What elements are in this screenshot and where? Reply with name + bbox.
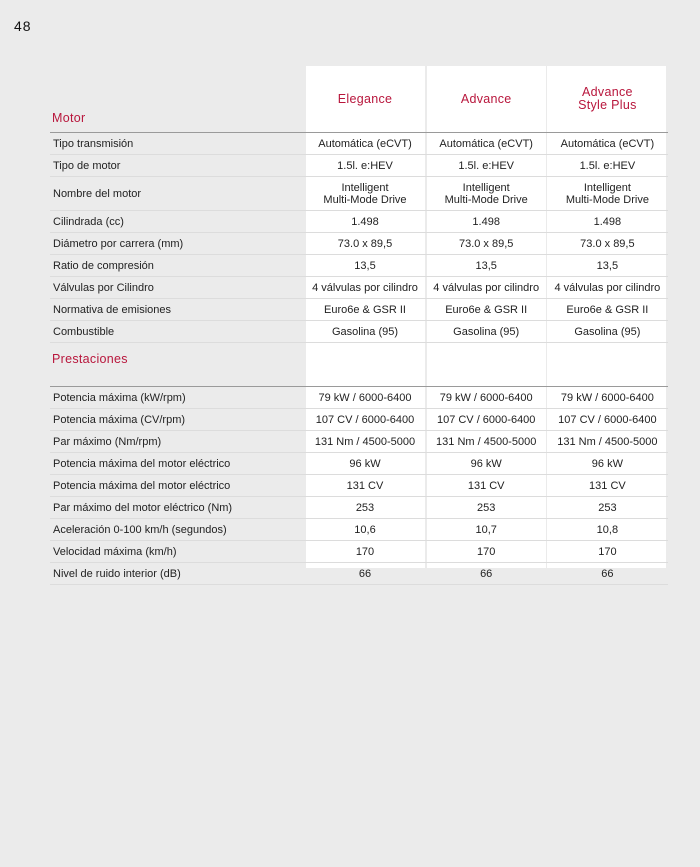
- spec-value: Euro6e & GSR II: [426, 299, 547, 321]
- spec-row: [50, 453, 668, 475]
- empty-cell: [547, 343, 668, 387]
- spec-label: Par máximo (Nm/rpm): [50, 431, 304, 453]
- spec-label: Normativa de emisiones: [50, 299, 304, 321]
- page-number: 48: [14, 18, 32, 34]
- spec-value: 10,7: [426, 519, 547, 541]
- spec-value: Euro6e & GSR II: [304, 299, 425, 321]
- spec-row: [50, 299, 668, 321]
- spec-value: 131 CV: [547, 475, 668, 497]
- spec-row: [50, 133, 668, 155]
- spec-value: 13,5: [547, 255, 668, 277]
- section-title: Motor: [50, 66, 304, 133]
- spec-label: Tipo transmisión: [50, 133, 304, 155]
- spec-value: 253: [547, 497, 668, 519]
- spec-value: 13,5: [304, 255, 425, 277]
- model-name-line: Advance: [582, 85, 633, 99]
- spec-table-body: [50, 133, 668, 585]
- spec-label: Velocidad máxima (km/h): [50, 541, 304, 563]
- spec-value: 4 válvulas por cilindro: [547, 277, 668, 299]
- spec-label: Diámetro por carrera (mm): [50, 233, 304, 255]
- spec-value: 131 CV: [426, 475, 547, 497]
- spec-value: 66: [426, 563, 547, 585]
- spec-label: Cilindrada (cc): [50, 211, 304, 233]
- spec-value: 96 kW: [426, 453, 547, 475]
- model-name: Advance: [460, 91, 512, 106]
- spec-value: 1.498: [426, 211, 547, 233]
- spec-value: 170: [304, 541, 425, 563]
- spec-row: [50, 211, 668, 233]
- empty-cell: [426, 343, 547, 387]
- spec-value: Gasolina (95): [426, 321, 547, 343]
- spec-table: [50, 66, 668, 585]
- spec-value: Gasolina (95): [304, 321, 425, 343]
- spec-value: Automática (eCVT): [304, 133, 425, 155]
- spec-value: 253: [304, 497, 425, 519]
- spec-label: Válvulas por Cilindro: [50, 277, 304, 299]
- spec-value: Automática (eCVT): [547, 133, 668, 155]
- spec-label: Combustible: [50, 321, 304, 343]
- empty-cell: [304, 343, 425, 387]
- spec-value: 1.5l. e:HEV: [426, 155, 547, 177]
- spec-value: 1.5l. e:HEV: [304, 155, 425, 177]
- section-title: Prestaciones: [50, 343, 304, 387]
- spec-value: 10,8: [547, 519, 668, 541]
- spec-value: 13,5: [426, 255, 547, 277]
- spec-value: 4 válvulas por cilindro: [426, 277, 547, 299]
- spec-row: [50, 541, 668, 563]
- spec-value: 107 CV / 6000-6400: [547, 409, 668, 431]
- spec-value: Automática (eCVT): [426, 133, 547, 155]
- spec-value: Intelligent Multi-Mode Drive: [426, 177, 547, 211]
- spec-value: 73.0 x 89,5: [547, 233, 668, 255]
- spec-value: 1.498: [304, 211, 425, 233]
- model-header: [547, 66, 668, 133]
- spec-label: Tipo de motor: [50, 155, 304, 177]
- spec-value: 73.0 x 89,5: [426, 233, 547, 255]
- spec-value: 10,6: [304, 519, 425, 541]
- spec-value: 170: [426, 541, 547, 563]
- spec-value: 1.498: [547, 211, 668, 233]
- spec-value: Intelligent Multi-Mode Drive: [304, 177, 425, 211]
- spec-value: 170: [547, 541, 668, 563]
- spec-row: [50, 519, 668, 541]
- spec-label: Potencia máxima (kW/rpm): [50, 387, 304, 409]
- spec-row: [50, 387, 668, 409]
- spec-value: 66: [304, 563, 425, 585]
- spec-label: Potencia máxima del motor eléctrico: [50, 475, 304, 497]
- model-name-line: Style Plus: [578, 98, 637, 112]
- spec-value: 73.0 x 89,5: [304, 233, 425, 255]
- section-header-row: [50, 343, 668, 387]
- spec-value: Intelligent Multi-Mode Drive: [547, 177, 668, 211]
- table-header-row: [50, 66, 668, 133]
- spec-value: 4 válvulas por cilindro: [304, 277, 425, 299]
- spec-row: [50, 563, 668, 585]
- spec-row: [50, 431, 668, 453]
- spec-value: 79 kW / 6000-6400: [547, 387, 668, 409]
- spec-value: 107 CV / 6000-6400: [304, 409, 425, 431]
- model-name: Elegance: [337, 91, 393, 106]
- spec-row: [50, 409, 668, 431]
- spec-value: 131 Nm / 4500-5000: [547, 431, 668, 453]
- spec-value: 107 CV / 6000-6400: [426, 409, 547, 431]
- spec-label: Nombre del motor: [50, 177, 304, 211]
- spec-value: 1.5l. e:HEV: [547, 155, 668, 177]
- spec-row: [50, 321, 668, 343]
- spec-label: Ratio de compresión: [50, 255, 304, 277]
- spec-row: [50, 475, 668, 497]
- spec-label: Aceleración 0-100 km/h (segundos): [50, 519, 304, 541]
- spec-value: 79 kW / 6000-6400: [426, 387, 547, 409]
- spec-value: 253: [426, 497, 547, 519]
- spec-table-container: [50, 66, 668, 585]
- spec-value: Euro6e & GSR II: [547, 299, 668, 321]
- spec-label: Nivel de ruido interior (dB): [50, 563, 304, 585]
- spec-row: [50, 155, 668, 177]
- spec-row: [50, 255, 668, 277]
- spec-label: Potencia máxima (CV/rpm): [50, 409, 304, 431]
- spec-value: 96 kW: [547, 453, 668, 475]
- spec-value: 131 Nm / 4500-5000: [304, 431, 425, 453]
- spec-row: [50, 177, 668, 211]
- model-header: [304, 66, 425, 133]
- spec-label: Potencia máxima del motor eléctrico: [50, 453, 304, 475]
- spec-value: 66: [547, 563, 668, 585]
- spec-value: 131 Nm / 4500-5000: [426, 431, 547, 453]
- spec-value: 96 kW: [304, 453, 425, 475]
- spec-row: [50, 277, 668, 299]
- spec-row: [50, 497, 668, 519]
- model-header: [426, 66, 547, 133]
- spec-label: Par máximo del motor eléctrico (Nm): [50, 497, 304, 519]
- spec-value: 131 CV: [304, 475, 425, 497]
- spec-value: 79 kW / 6000-6400: [304, 387, 425, 409]
- spec-value: Gasolina (95): [547, 321, 668, 343]
- spec-row: [50, 233, 668, 255]
